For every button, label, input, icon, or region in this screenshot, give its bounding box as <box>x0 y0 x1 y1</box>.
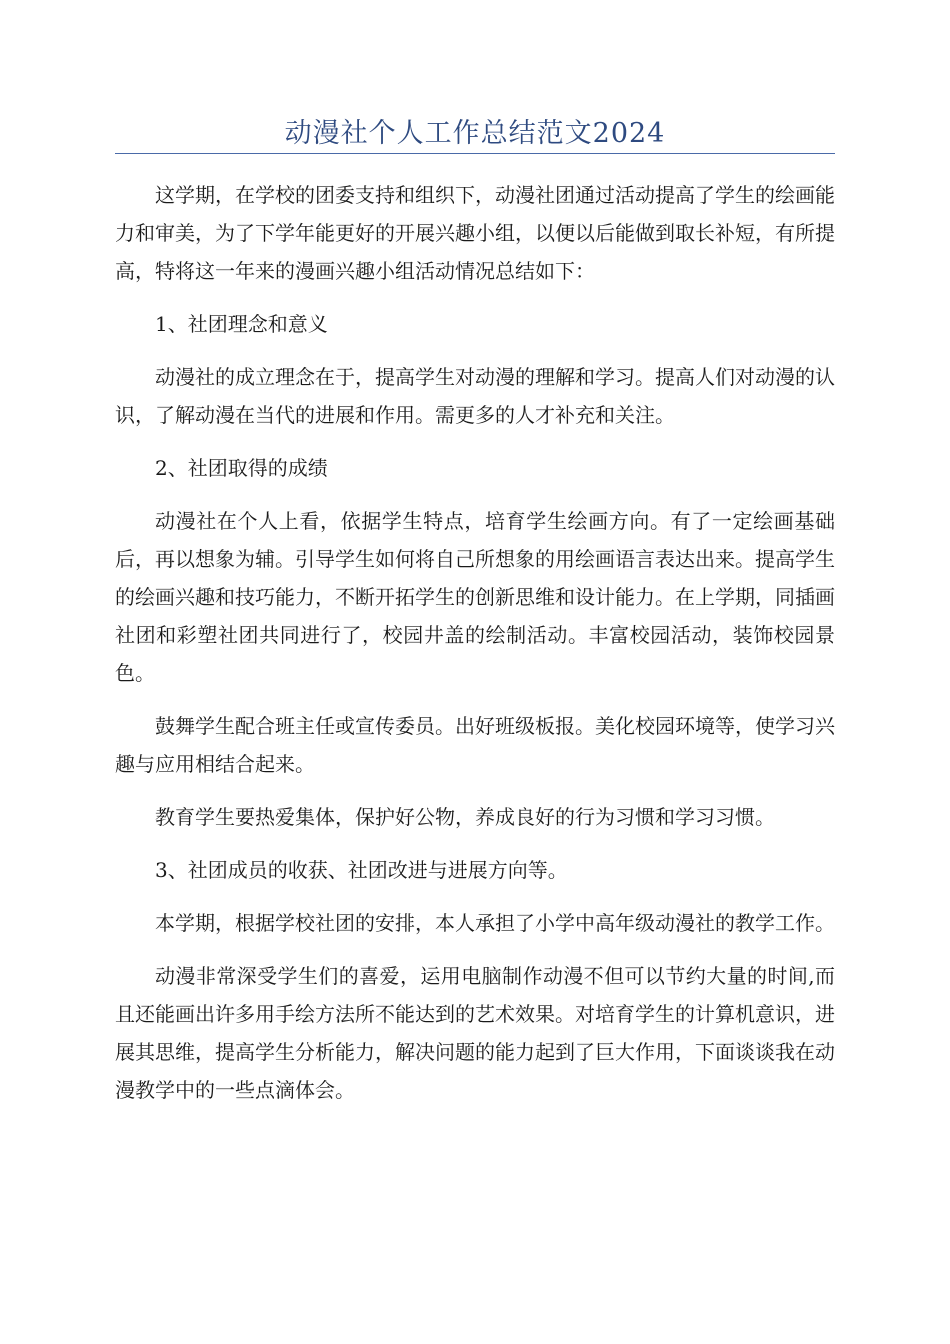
paragraph-education: 教育学生要热爱集体，保护好公物，养成良好的行为习惯和学习习惯。 <box>155 805 775 829</box>
section-heading-3: 3、社团成员的收获、社团改进与进展方向等。 <box>155 858 568 882</box>
paragraph-concept: 动漫社的成立理念在于，提高学生对动漫的理解和学习。提高人们对动漫的认识，了解动漫在当代的进展和作用。需更多的人才补充和关注。 <box>115 365 835 427</box>
section-heading-1: 1、社团理念和意义 <box>155 312 328 336</box>
title-underline <box>115 153 835 154</box>
paragraph-animation: 动漫非常深受学生们的喜爱，运用电脑制作动漫不但可以节约大量的时间,而且还能画出许多用手绘方法所不能达到的艺术效果。对培育学生的计算机意识，进展其思维，提高学生分析能力，解决问题的能力起到了巨大作用，下面谈谈我在动漫教学中的一些点滴体会。 <box>115 964 835 1102</box>
paragraph-achievements: 动漫社在个人上看，依据学生特点，培育学生绘画方向。有了一定绘画基础后，再以想象为辅。引导学生如何将自己所想象的用绘画语言表达出来。提高学生的绘画兴趣和技巧能力，不断开拓学生的创新思维和设计能力。在上学期，同插画社团和彩塑社团共同进行了，校园井盖的绘制活动。丰富校园活动，装饰校园景色。 <box>115 509 835 685</box>
document-body <box>115 176 835 1124</box>
paragraph-encourage: 鼓舞学生配合班主任或宣传委员。出好班级板报。美化校园环境等，使学习兴趣与应用相结合起来。 <box>115 714 835 776</box>
paragraph-intro: 这学期，在学校的团委支持和组织下，动漫社团通过活动提高了学生的绘画能力和审美，为了下学年能更好的开展兴趣小组，以便以后能做到取长补短，有所提高，特将这一年来的漫画兴趣小组活动情况总结如下： <box>115 183 835 283</box>
paragraph-semester: 本学期，根据学校社团的安排，本人承担了小学中高年级动漫社的教学工作。 <box>155 911 835 935</box>
section-heading-2: 2、社团取得的成绩 <box>155 456 328 480</box>
document-title: 动漫社个人工作总结范文2024 <box>284 118 666 149</box>
